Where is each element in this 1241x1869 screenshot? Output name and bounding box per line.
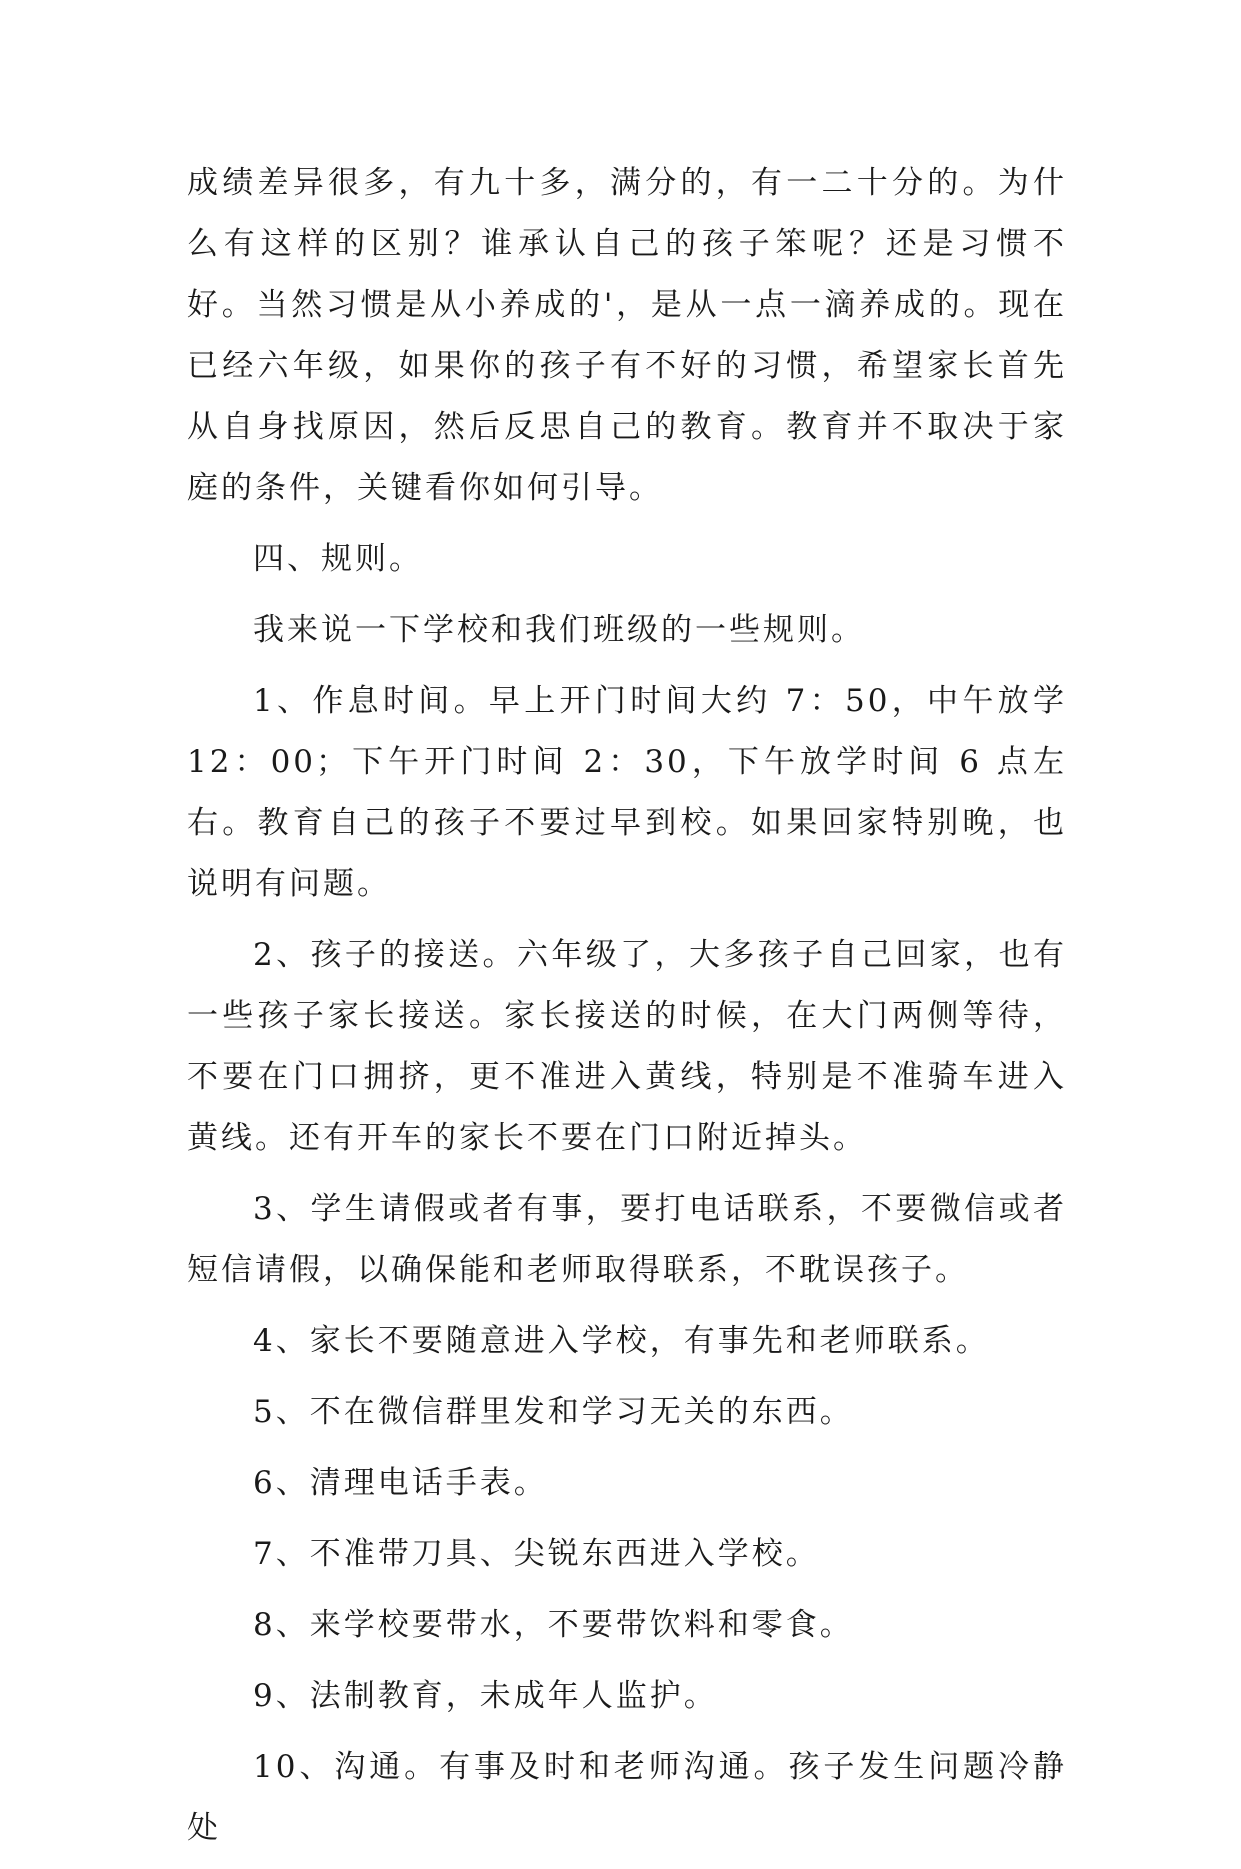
section-heading-rules: 四、规则。: [253, 541, 423, 577]
document-body: [187, 153, 1067, 1869]
rule-item-10: 10、沟通。有事及时和老师沟通。孩子发生问题冷静处: [187, 1749, 1067, 1846]
rule-item-6: 6、清理电话手表。: [253, 1465, 548, 1501]
paragraph-habits: 成绩差异很多，有九十多，满分的，有一二十分的。为什么有这样的区别？谁承认自己的孩子笨呢？还是习惯不好。当然习惯是从小养成的'，是从一点一滴养成的。现在已经六年级，如果你的孩子有不好的习惯，希望家长首先从自身找原因，然后反思自己的教育。教育并不取决于家庭的条件，关键看你如何引导。: [187, 165, 1067, 506]
rule-item-8: 8、来学校要带水，不要带饮料和零食。: [253, 1607, 854, 1643]
rule-item-1: 1、作息时间。早上开门时间大约 7：50，中午放学 12：00；下午开门时间 2：30，下午放学时间 6 点左右。教育自己的孩子不要过早到校。如果回家特别晚，也说明有问题。: [187, 683, 1067, 902]
rule-item-5: 5、不在微信群里发和学习无关的东西。: [253, 1394, 854, 1430]
rule-item-4: 4、家长不要随意进入学校，有事先和老师联系。: [253, 1323, 990, 1359]
rule-item-7: 7、不准带刀具、尖锐东西进入学校。: [253, 1536, 820, 1572]
rule-item-9: 9、法制教育，未成年人监护。: [253, 1678, 718, 1714]
rule-item-2: 2、孩子的接送。六年级了，大多孩子自己回家，也有一些孩子家长接送。家长接送的时候，在大门两侧等待，不要在门口拥挤，更不准进入黄线，特别是不准骑车进入黄线。还有开车的家长不要在门口附近掉头。: [187, 937, 1067, 1156]
paragraph-rules-intro: 我来说一下学校和我们班级的一些规则。: [253, 612, 865, 648]
rule-item-3: 3、学生请假或者有事，要打电话联系，不要微信或者短信请假，以确保能和老师取得联系，不耽误孩子。: [187, 1191, 1067, 1288]
